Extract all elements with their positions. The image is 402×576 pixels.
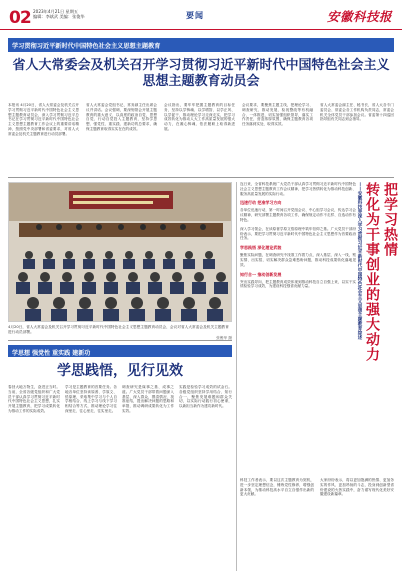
- top-story-column: 省人大常委会党组书记、常务副主任出席会议并讲话。会议强调，要深刻领会开展主题教育的重大意义，以高度的政治自觉、思想自觉、行动自觉投入主题教育，坚持学思想、强党性、重实践、建新功的总要求，确保主题教育取得实实在在的成效。: [86, 103, 157, 131]
- right-story-vertical-title: [357, 182, 398, 472]
- masthead-meta: [33, 9, 85, 19]
- right-story-subtitle: ——安徽科技界深入学习贯彻习近平新时代中国特色社会主义思想主题教育综述: [357, 182, 362, 340]
- top-story-column: 省人大常委会副主任、秘书长，省人大各专门委员会、常委会各工作机构负责同志，常委会机关全体党员干部参加会议。省委第十四巡回指导组有关同志到会指导。: [320, 103, 394, 122]
- right-story-body: [240, 182, 356, 472]
- right-story-paragraph: 各单位迅速行动，第一时间召开党组会议、中心组学习会议，传达学习会议精神，研究部署主题教育各项工作，确保规定动作不走样、自选动作有特色。: [240, 208, 356, 222]
- right-story-paragraph: 突出实践导向，把主题教育成效体现到推动科技自立自强上来，以实干实绩检验学习成效，为建设科技强省贡献力量。: [240, 279, 356, 289]
- top-story-column: 会议要求，要聚焦主题主线，把理论学习、调查研究、推动发展、检视整改等有机融合、一体推进，切实加强组织领导，落实工作责任，营造浓厚氛围，确保主题教育各项任务落到实处、取得实效。: [242, 103, 313, 127]
- lower-story-headline: 学思践悟，见行见效: [57, 363, 183, 379]
- top-story-body: [8, 103, 394, 173]
- lower-story-column: 实践是检验学习成效的试金石。各级党组织坚持学用结合、知行合一，聚焦发展难题和群众关切，以实际行动践行初心使命，以新担当新作为建功新时代。: [179, 385, 232, 409]
- top-story-headline: 省人大常委会及机关召开学习贯彻习近平新时代中国特色社会主义思想主题教育动员会: [12, 58, 390, 89]
- right-story-title-line: 转化为干事创业的强大动力: [364, 182, 380, 362]
- meeting-photo: [8, 182, 232, 322]
- page-number: 02: [9, 8, 31, 28]
- masthead: [0, 0, 402, 30]
- date-line: 2023年4月21日 星期五: [33, 9, 79, 14]
- right-story-title-line: 把学习热情: [382, 182, 398, 257]
- section-name: 要闻: [186, 11, 204, 20]
- right-story-continuation-column: 科技工作者表示，要以这次主题教育为契机，进一步坚定理想信念，锤炼党性修养，增强创新本领，为推动科技高水平自立自强作出新的更大贡献。: [240, 478, 314, 497]
- lower-story-column: 学习是主题教育的首要任务。各地各单位坚持读原著、学原文、悟原理，采取集中学习与个人自学相结合、线上学习与线下学习相结合等方式，推动理论学习往深里走、往心里走、往实里走。: [65, 385, 117, 413]
- lower-story-column: 调查研究是谋事之基、成事之道。广大党员干部带着问题深入基层、深入群众，摸清情况、找准症结，提出解决问题的思路和举措，推动调研成果转化为工作实效。: [122, 385, 174, 413]
- lower-story-body: [8, 385, 232, 571]
- right-story-continuation-column: 大家纷纷表示，将以更加饱满的热情、更加务实的作风、更加昂扬的斗志，投身到创新型省份建设的火热实践中，奋力谱写现代化美好安徽建设新篇章。: [320, 478, 394, 497]
- right-story-continuation: [240, 478, 394, 571]
- right-story-paragraph: 连日来，全省科技系统广大党员干部认真学习贯彻习近平新时代中国特色社会主义思想主题教育工作会议精神，把学习热情转化为推动科技创新、服务高质量发展的实际行动。: [240, 182, 356, 196]
- right-story-paragraph: 深入学习领会，在读原著学原文悟原理中筑牢信仰之基。广大党员干部纷纷表示，要把学习贯彻习近平新时代中国特色社会主义思想作为首要政治任务。: [240, 226, 356, 241]
- top-story-banner: [8, 38, 394, 52]
- right-story-paragraph: 聚焦实际问题，在调查研究中找准工作着力点，深入基层、深入一线，察实情、出实招，切实解决群众急难愁盼问题，推动科技成果转化落地见效。: [240, 253, 356, 267]
- top-story-column: 本报讯 4月20日，省人大常委会及机关召开学习贯彻习近平新时代中国特色社会主义思想主题教育动员会，深入学习贯彻习近平总书记在学习贯彻习近平新时代中国特色社会主义思想主题教育工作会议上的重要讲话精神，按照党中央部署和省委要求，对省人大常委会及机关主题教育进行动员部署。: [8, 103, 79, 136]
- editor-line: 编辑：李斌武 美编：张俊华: [33, 14, 85, 20]
- photo-caption-text: 4月20日，省人大常委会及机关召开学习贯彻习近平新时代中国特色社会主义思想主题教育动员会，会议对省人大常委会及机关主题教育进行动员部署。: [8, 325, 229, 334]
- lower-story-column: 春回大地万物生，奋进正当时。当前，全省各级党组织和广大党员干部认真学习贯彻习近平新时代中国特色社会主义思想，扎实开展主题教育，把学习成果转化为推动工作的实际成效。: [8, 385, 60, 413]
- section-divider: [8, 340, 232, 341]
- column-divider: [236, 182, 237, 571]
- photo-credit: 张俊华 摄: [216, 335, 232, 340]
- right-story-subhead: 迅速行动 把准学习方向: [240, 200, 282, 206]
- newspaper-logo: 安徽科技报: [326, 9, 392, 24]
- meeting-hall-image: [9, 183, 232, 322]
- section-divider: [8, 177, 394, 178]
- right-story-subhead: 学思践悟 深化理论武装: [240, 245, 282, 251]
- lower-story-banner-text: 学思想 强党性 重实践 建新功: [12, 349, 91, 357]
- right-story-subhead: 知行合一 推动创新发展: [240, 271, 282, 277]
- top-story-column: 会议指出，要牢牢把握主题教育的目标任务，坚持以学铸魂、以学增智、以学正风、以学促干，推动理论学习走深走实，把学习成效转化为推动人大工作高质量发展的强大动力，在凝心铸魂、依法履职上取得新进展。: [164, 103, 235, 131]
- top-story-banner-text: 学习贯彻习近平新时代中国特色社会主义思想主题教育: [12, 43, 161, 50]
- lower-story-banner: [8, 345, 232, 357]
- photo-caption: [8, 325, 232, 340]
